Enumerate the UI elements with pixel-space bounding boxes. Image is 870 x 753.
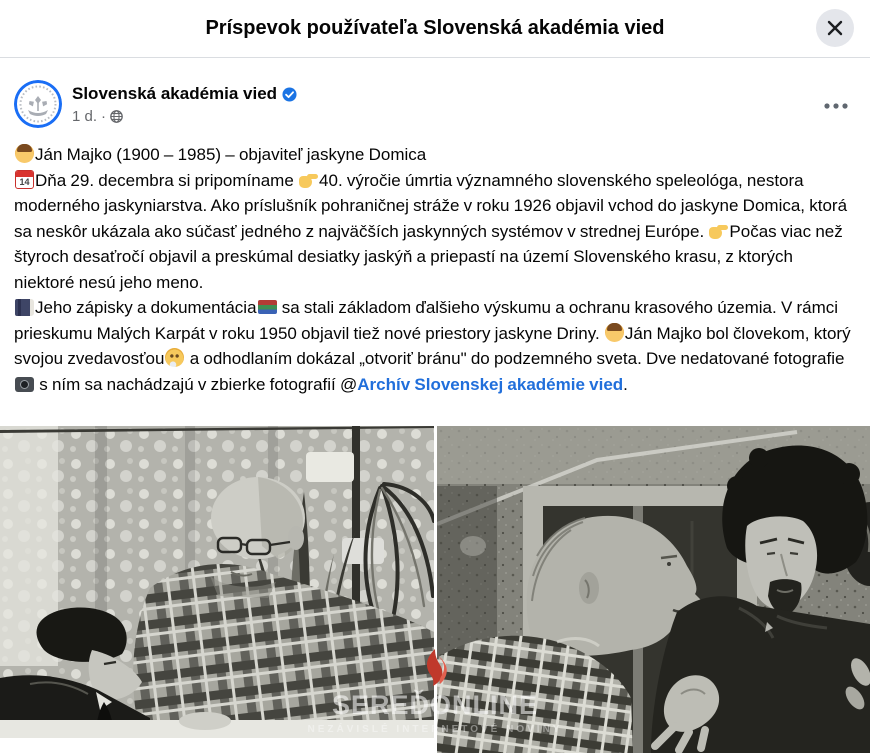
emoji-books	[258, 300, 277, 314]
photo-attachment-grid	[0, 426, 870, 753]
photo-left[interactable]	[0, 426, 434, 738]
author-name[interactable]: Slovenská akadémia vied	[72, 84, 278, 103]
globe-icon	[110, 110, 123, 123]
dot-separator: ·	[101, 108, 107, 125]
modal-header	[0, 0, 870, 58]
emoji-man	[15, 144, 34, 163]
emoji-point-right	[299, 170, 318, 189]
emoji-calendar	[15, 170, 34, 189]
post-text: Ján Majko (1900 – 1985) – objaviteľ jaskyne Domica 14Dňa 29. decembra si pripomíname 40. výročie úmrtia významného slovenského speleológa, nestora moderného jaskyniarstva. Ako príslušník pohraničnej stráže v roku 1926 objavil vchod do jaskyne Domica, ktorá sa neskôr ukázala ako súčasť jedného z najväčších jaskynných systémov v strednej Európe. Počas viac než štyroch desaťročí objavil a preskúmal desiatky jaskýň a priepastí na území Slovenského krasu, z ktorých niektoré nesú jeho meno. Jeho zápisky a dokumentácia sa stali základom ďalšieho výskumu a ochranu krasového územia. V rámci prieskumu Malých Karpát v roku 1950 objavil tiež nové priestory jaskyne Driny. Ján Majko bol človekom, ktorý svojou zvedavosťou a odhodlaním dokázal „otvoriť bránu" do podzemného sveta. Dve nedatované fotografie s ním sa nachádzajú v zbierke fotografií @Archív Slovenskej akadémie vied.	[14, 142, 856, 413]
close-button[interactable]	[816, 9, 854, 47]
post-header	[14, 80, 854, 128]
ellipsis-icon	[823, 102, 849, 110]
emoji-camera	[15, 377, 34, 392]
mention-link[interactable]: Archív Slovenskej akadémie vied	[357, 374, 624, 394]
emoji-notebook	[15, 299, 34, 316]
timestamp[interactable]: 1 d.	[72, 108, 98, 125]
post-meta	[72, 80, 297, 125]
watermark-brand: SEREĎONLINE	[331, 690, 539, 720]
emoji-man	[605, 323, 624, 342]
emoji-thinking	[165, 348, 184, 367]
modal-title: Príspevok používateľa Slovenská akadémia vied	[205, 17, 665, 39]
watermark-tagline: NEZÁVISLÉ INTERNETOVÉ NOVINY	[307, 724, 563, 735]
close-icon	[826, 19, 844, 37]
emoji-point-right	[709, 221, 728, 240]
timestamp-row[interactable]	[72, 108, 297, 125]
more-options-button[interactable]	[818, 92, 854, 120]
verified-badge-icon	[282, 87, 297, 102]
avatar[interactable]	[14, 80, 62, 128]
photo-right[interactable]	[437, 426, 870, 753]
